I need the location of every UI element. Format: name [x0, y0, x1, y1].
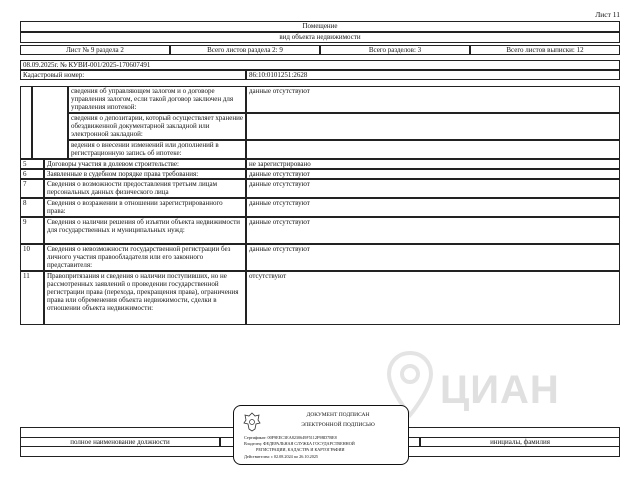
table-row-value	[246, 244, 620, 271]
row-value-text: данные отсутствуют	[249, 199, 310, 207]
table-num-cell	[20, 86, 32, 159]
table-row-number	[20, 169, 44, 179]
position-label	[20, 437, 220, 447]
watermark	[380, 345, 630, 425]
row-label-text: Сведения о возражении в отношении зарегистрированного права:	[47, 199, 223, 216]
table-row-label	[44, 217, 246, 244]
table-row-number	[20, 217, 44, 244]
table-row-number	[20, 198, 44, 217]
table-row-value	[246, 179, 620, 198]
row-label-text: сведения о депозитарии, который осуществляет хранение обездвиженной документарной закладной или электронной закладной:	[71, 114, 243, 139]
table-row-label	[68, 113, 246, 140]
table-row-label	[68, 140, 246, 159]
sheet-label: Лист 11	[595, 10, 620, 19]
row-value-text: данные отсутствуют	[249, 245, 310, 253]
row-label-text: Заявленные в судебном порядке права требования:	[47, 170, 199, 178]
row-label-text: Сведения о наличии решения об изъятии объекта недвижимости для государственных и муниципальных нужд:	[47, 218, 241, 235]
section-sheet-count-text: Всего листов раздела 2: 9	[207, 46, 283, 54]
table-row-number	[20, 179, 44, 198]
table-row-label	[68, 86, 246, 113]
row-label-text: Договоры участия в долевом строительстве:	[47, 160, 179, 168]
table-row-number	[20, 159, 44, 169]
stamp-title-line1: ДОКУМЕНТ ПОДПИСАН	[306, 412, 370, 418]
table-row-value	[246, 86, 620, 113]
table-row-value	[246, 217, 620, 244]
table-row-value	[246, 198, 620, 217]
row-number-text: 9	[23, 218, 27, 226]
watermark-text: ЦИАН	[440, 368, 560, 412]
row-label-text: Сведения о невозможности государственной регистрации без личного участия правообладателя или его законного представителя:	[47, 245, 231, 270]
section-sheet-count	[170, 45, 320, 55]
stamp-certificate: Сертификат: 00F9EEC3EA8230649F5112F9BD7BE8	[244, 435, 337, 440]
object-type-subtitle	[20, 32, 620, 43]
row-number-text: 6	[23, 170, 27, 178]
section-count	[320, 45, 470, 55]
extract-sheet-count	[470, 45, 620, 55]
row-value-text: данные отсутствуют	[249, 180, 310, 188]
table-row-value	[246, 271, 620, 325]
table-row-label	[44, 169, 246, 179]
stamp-owner: Владелец: ФЕДЕРАЛЬНАЯ СЛУЖБА ГОСУДАРСТВЕННОЙ	[244, 441, 355, 446]
name-label-text: инициалы, фамилия	[490, 438, 550, 446]
row-label-text: ведения о внесении изменений или дополнений в регистрационную запись об ипотеке:	[71, 141, 219, 158]
table-indent-cell	[32, 86, 68, 159]
row-label-text: сведения об управляющем залогом и о договоре управления залогом, если такой договор заключен для управления ипотекой:	[71, 87, 234, 112]
section-count-text: Всего разделов: 3	[368, 46, 422, 54]
table-row-label	[44, 198, 246, 217]
table-row-value	[246, 159, 620, 169]
table-row-number	[20, 244, 44, 271]
cadastral-number-value-text: 86:10:0101251:2628	[249, 71, 308, 79]
sheet-number	[20, 45, 170, 55]
table-row-label	[44, 244, 246, 271]
stamp-validity: Действителен: с 02.08.2024 по 26.10.2025	[244, 454, 319, 459]
object-type-title	[20, 21, 620, 32]
table-row-value	[246, 113, 620, 140]
sheet-number-text: Лист № 9 раздела 2	[66, 46, 124, 54]
table-row-value	[246, 169, 620, 179]
record-date-number-text: 08.09.2025г. № КУВИ-001/2025-170607491	[23, 61, 151, 69]
row-value-text: отсутствуют	[249, 272, 287, 280]
row-number-text: 7	[23, 180, 27, 188]
table-row-label	[44, 159, 246, 169]
row-label-text: Сведения о возможности предоставления третьим лицам персональных данных физического лица	[47, 180, 218, 197]
object-type-subtitle-text: вид объекта недвижимости	[279, 33, 361, 41]
cadastral-number-label	[20, 70, 246, 80]
record-date-number	[20, 60, 620, 70]
table-row-label	[44, 179, 246, 198]
cadastral-number-value	[246, 70, 620, 80]
row-number-text: 10	[23, 245, 30, 253]
row-number-text: 8	[23, 199, 27, 207]
row-value-text: данные отсутствуют	[249, 218, 310, 226]
row-label-text: Правопритязания и сведения о наличии поступивших, но не рассмотренных заявлений о проведении государственной регистрации права (перехода, прекращения права), ограничения права или обременения объекта недвижимости, сделки в отношении объекта недвижимости:	[47, 272, 239, 313]
position-label-text: полное наименование должности	[70, 438, 170, 446]
row-number-text: 11	[23, 272, 30, 280]
row-value-text: не зарегистрировано	[249, 160, 311, 168]
table-row-label	[44, 271, 246, 325]
stamp-owner-line2: РЕГИСТРАЦИИ, КАДАСТРА И КАРТОГРАФИИ	[256, 447, 345, 452]
table-row-number	[20, 271, 44, 325]
cadastral-number-label-text: Кадастровый номер:	[23, 71, 85, 79]
electronic-signature-stamp	[233, 405, 409, 465]
row-value-text: данные отсутствуют	[249, 170, 310, 178]
coat-of-arms-icon	[242, 411, 262, 433]
row-value-text: данные отсутствуют	[249, 87, 310, 95]
table-row-value	[246, 140, 620, 159]
name-label	[420, 437, 620, 447]
stamp-title-line2: ЭЛЕКТРОННОЙ ПОДПИСЬЮ	[301, 422, 375, 428]
extract-sheet-count-text: Всего листов выписки: 12	[506, 46, 584, 54]
row-number-text: 5	[23, 160, 27, 168]
object-type-title-text: Помещение	[302, 22, 338, 30]
